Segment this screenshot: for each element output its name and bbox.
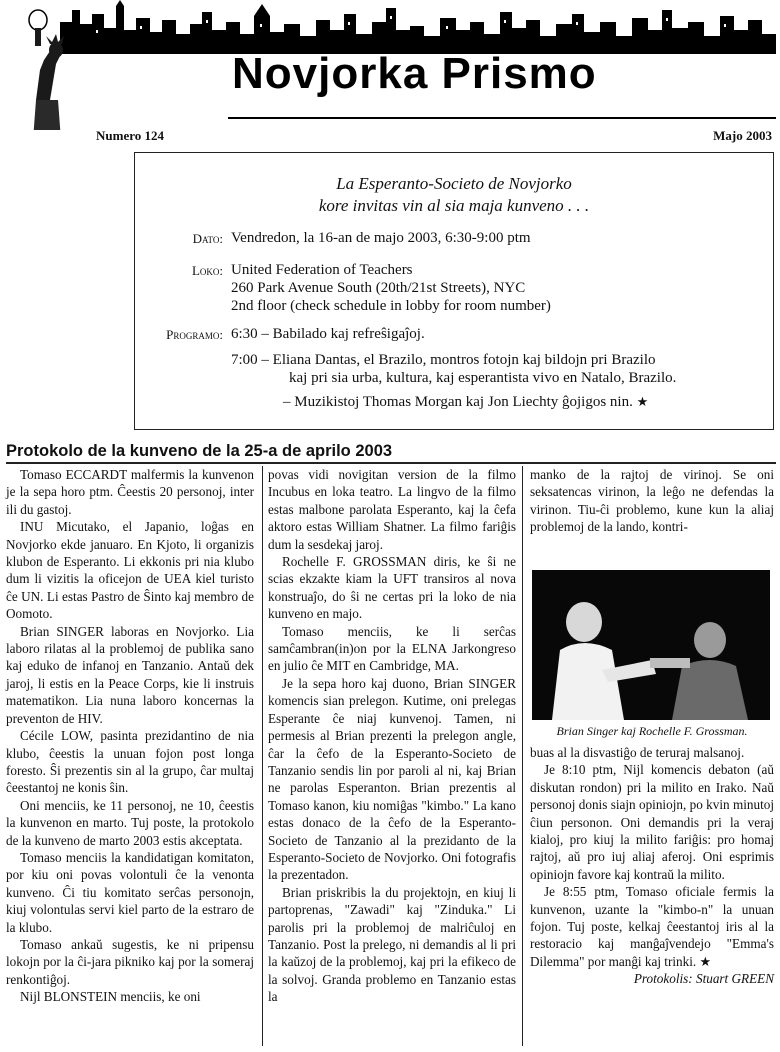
loko-line-2: 260 Park Avenue South (20th/21st Streets), NYC (231, 280, 526, 296)
masthead (0, 0, 780, 130)
programo-item-3 (283, 393, 648, 411)
column-divider-2 (522, 466, 523, 1046)
paragraph: Tomaso menciis, ke li serĉas samĉambran(in)on por la ELNA Jarkongreso en julio ĉe MIT en Cambridge, MA. (268, 623, 516, 674)
skyline-icon (60, 0, 776, 40)
invitation-box (134, 152, 774, 430)
loko-label: Loko: (191, 263, 223, 278)
paragraph: Je 8:10 ptm, Nijl komencis debaton (aŭ diskutan rondon) pri la milito en Irako. Naŭ personoj donis siajn opiniojn, po kvin minutoj ĉiun personon. Oni demandis pri la veraj kialoj, pro kiuj la milito fariĝis: pro homaj rajtoj, aŭ pro iuj aliaj aferoj. Oni esprimis opiniojn favore kaj kontraŭ la milito. (530, 762, 774, 882)
dato-label: Dato: (192, 231, 223, 246)
paragraph: povas vidi novigitan version de la filmo Incubus en loka teatro. La lingvo de la filmo estas malbone parolata Esperanto, kaj la ĉefa aktoro estas William Shatner. La filmo fariĝis dum la sesdekaj jaroj. (268, 467, 516, 552)
article-column-2 (268, 466, 516, 1006)
invitation-line-2: kore invitas vin al sia maja kunveno . . . (318, 196, 590, 215)
paragraph: Tomaso menciis la kandidatigan komitaton, por kiu oni povas volontuli ĉe la venonta kunveno. Ĉi tiu komitato serĉas personojn, kiuj volontulas servi kiel parto de la estraro de la klubo. (6, 849, 254, 935)
paragraph: Rochelle F. GROSSMAN diris, ke ŝi ne scias ekzakte kiam la UFT transiros al nova konstruaĵo, do ŝi ne certas pri la loko de nia kunveno en majo. (268, 554, 516, 622)
programo-item-2 (231, 351, 676, 387)
paragraph: Brian priskribis la du projektojn, en kiuj li partoprenas, "Zawadi" kaj "Zinduka." Li parolis pri la problemoj de malriĉuloj en Tanzanio. Post la prelego, ni demandis al li pri la kaŭzoj de la problemoj, kaj pri la efikeco de la solvoj. Granda problemo en Tanzanio estas la (268, 884, 516, 1005)
programo-item-1: 6:30 – Babilado kaj refreŝigaĵoj. (231, 326, 425, 342)
paragraph: Nijl BLONSTEIN menciis, ke oni (20, 989, 201, 1005)
paragraph: Brian SINGER laboras en Novjorko. Lia laboro rilatas al la problemoj de publika sano kaj eduko de infanoj en Tanzanio. Antaŭ dek jaroj, li estis en la Peace Corps, kie li instruis matematikon. Lia nuna laboro koncernas la preventon de HIV. (6, 623, 254, 726)
paragraph: INU Micutako, el Japanio, loĝas en Novjorko ekde januaro. En Kjoto, li organizis klubon de Esperanto. Li ekkonis pri nia klubo dum li vizitis la oficejon de UEA kiel turisto ĉe UN. Li estas Pastro de Ŝinto kaj membro de Oomoto. (6, 519, 254, 622)
invitation-line-1: La Esperanto-Societo de Novjorko (336, 174, 572, 193)
paragraph: Tomaso ankaŭ sugestis, ke ni pripensu lokojn por la ĉi-jara pikniko kaj por la someraj renkontiĝoj. (6, 936, 254, 987)
programo-item-2-line-2: kaj pri sia urba, kultura, kaj esperantista vivo en Natalo, Brazilo. (289, 370, 677, 386)
programo-item-3-text: – Muzikistoj Thomas Morgan kaj Jon Liechty ĝojigos nin. (283, 394, 633, 410)
article-column-1 (6, 466, 254, 1006)
issue-number: Numero 124 (96, 128, 165, 143)
paragraph: manko de la rajtoj de virinoj. Se oni seksatencas virinon, la leĝo ne defendas la virinon. Tiu-ĉi problemo, kune kun la aliaj problemoj de la lando, kontri- (530, 467, 774, 535)
article-column-3-top (530, 466, 774, 536)
issue-date: Majo 2003 (713, 128, 772, 143)
star-icon: ★ (636, 394, 649, 409)
paragraph: Tomaso ECCARDT malfermis la kunvenon je la sepa horo ptm. Ĉeestis 20 personoj, inter ili du gastoj. (6, 467, 254, 517)
paragraph: Je 8:55 ptm, Tomaso oficiale fermis la kunvenon, uzante la "kimbo-n" la unuan fojon. Tuj poste, kelkaj ĉeestantoj iris al la restoracio kaj manĝaĵvendejo "Emma's Dilemma" por manĝi kaj trinki. ★ (530, 884, 774, 969)
article-column-3-bottom (530, 744, 774, 988)
article-title-rule (6, 462, 776, 464)
invitation-headline (135, 173, 773, 217)
article-title: Protokolo de la kunveno de la 25-a de aprilo 2003 (6, 442, 393, 460)
loko-text (231, 261, 551, 315)
loko-line-3: 2nd floor (check schedule in lobby for room number) (231, 298, 551, 314)
paragraph: Je la sepa horo kaj duono, Brian SINGER komencis sian prelegon. Kutime, oni prelegas Esperante ĉe niaj kunvenoj. Tamen, ni permesis al Brian prezenti la prelegon angle, ĉar la ĉefo de la Esperanto-Societo de Tanzanio sendis lin por paroli al ni, kaj Brian ne parolas Esperanton. Brian prezentis al Tomaso kanon, kiu nomiĝas "kimbo." La kano estas donaco de la ĉefo de la Esperanto-Societo de Tanzanio al la prezidanto de la Esperanto-Societo de Novjorko. Oni fotografis la prezentadon. (268, 675, 516, 883)
photo-caption: Brian Singer kaj Rochelle F. Grossman. (556, 724, 748, 738)
paragraph: Oni menciis, ke 11 personoj, ne 10, ĉeestis la kunvenon en marto. Tuj poste, la protokolo de la kunveno de marto 2003 estis akceptata. (6, 797, 254, 848)
programo-item-2-line-1: 7:00 – Eliana Dantas, el Brazilo, montros fotojn kaj bildojn pri Brazilo (231, 352, 656, 368)
paragraph: Cécile LOW, pasinta prezidantino de nia klubo, ĉeestis la unuan fojon post longa foresto. Ŝi prezentis sin al la grupo, ĉar multaj ĉeestantoj ne konis ŝin. (6, 728, 254, 796)
signature: Protokolis: Stuart GREEN (633, 971, 774, 987)
photo-image (532, 570, 770, 720)
newspaper-title: Novjorka Prismo (232, 49, 597, 98)
event-photo (532, 570, 770, 720)
paragraph: buas al la disvastiĝo de teruraj malsanoj. (530, 745, 745, 760)
programo-label: Programo: (166, 327, 223, 342)
column-divider-1 (262, 466, 263, 1046)
loko-line-1: United Federation of Teachers (231, 262, 413, 278)
dato-text: Vendredon, la 16-an de majo 2003, 6:30-9:00 ptm (231, 230, 531, 246)
